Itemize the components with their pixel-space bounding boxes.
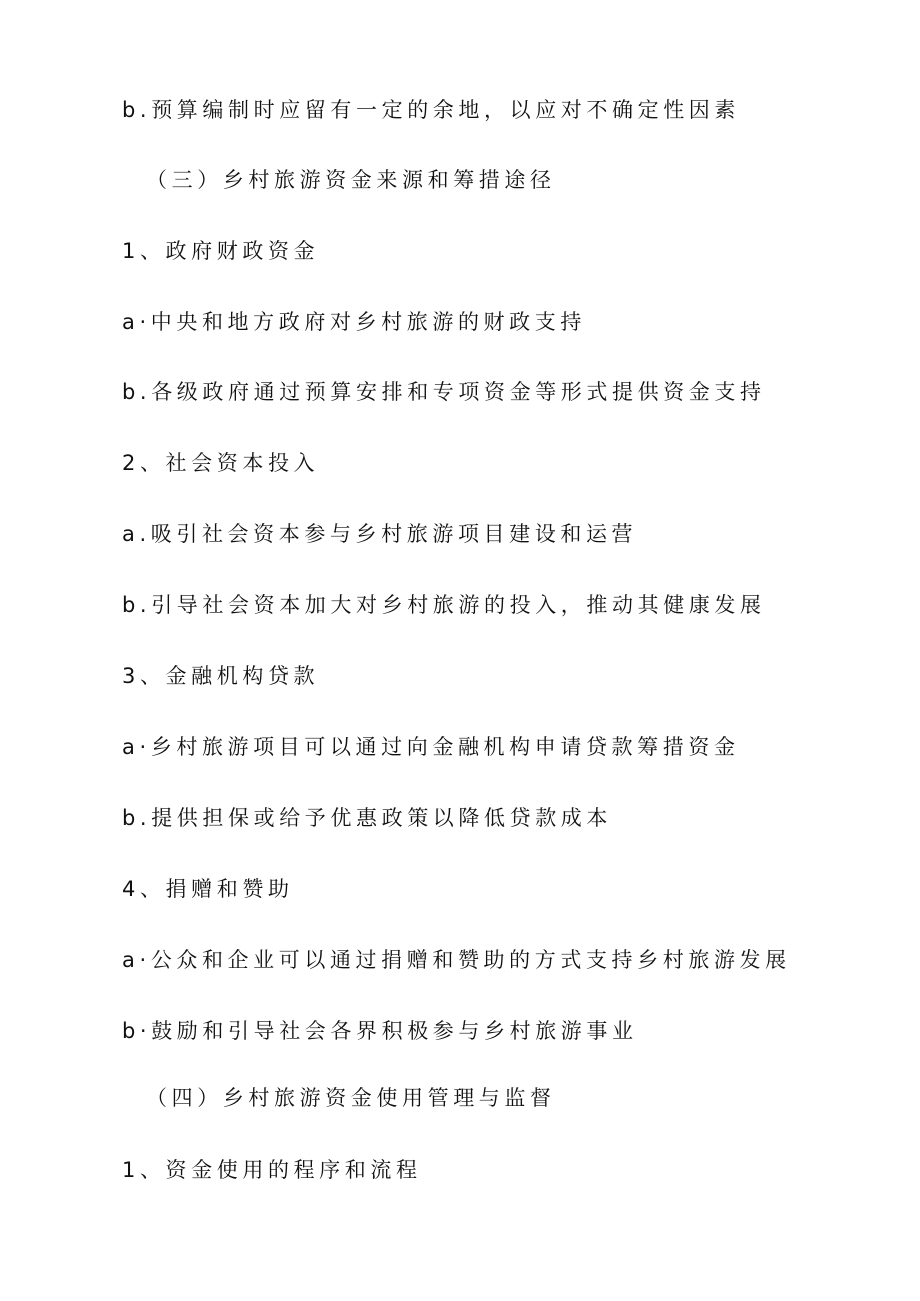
text-line-central-local-support: a·中央和地方政府对乡村旅游的财政支持 bbox=[122, 310, 586, 334]
item-heading-usage-procedure: 1、资金使用的程序和流程 bbox=[122, 1158, 422, 1182]
text-line-budget-margin: b.预算编制时应留有一定的余地，以应对不确定性因素 bbox=[122, 98, 741, 122]
item-heading-donations: 4、捐赠和赞助 bbox=[122, 877, 294, 901]
text-line-encourage-participation: b·鼓励和引导社会各界积极参与乡村旅游事业 bbox=[122, 1019, 638, 1043]
text-line-budget-special-funds: b.各级政府通过预算安排和专项资金等形式提供资金支持 bbox=[122, 380, 766, 404]
item-heading-government-funds: 1、政府财政资金 bbox=[122, 239, 320, 263]
text-line-apply-loans: a·乡村旅游项目可以通过向金融机构申请贷款筹措资金 bbox=[122, 735, 740, 759]
text-line-public-donations: a·公众和企业可以通过捐赠和赞助的方式支持乡村旅游发展 bbox=[122, 948, 791, 972]
section-heading-fund-management: （四）乡村旅游资金使用管理与监督 bbox=[146, 1086, 556, 1110]
text-line-guarantee-policy: b.提供担保或给予优惠政策以降低贷款成本 bbox=[122, 806, 613, 830]
text-line-guide-capital: b.引导社会资本加大对乡村旅游的投入，推动其健康发展 bbox=[122, 593, 766, 617]
item-heading-bank-loans: 3、金融机构贷款 bbox=[122, 664, 320, 688]
item-heading-social-capital: 2、社会资本投入 bbox=[122, 451, 320, 475]
section-heading-funding-sources: （三）乡村旅游资金来源和筹措途径 bbox=[146, 168, 556, 192]
text-line-attract-capital: a.吸引社会资本参与乡村旅游项目建设和运营 bbox=[122, 522, 638, 546]
